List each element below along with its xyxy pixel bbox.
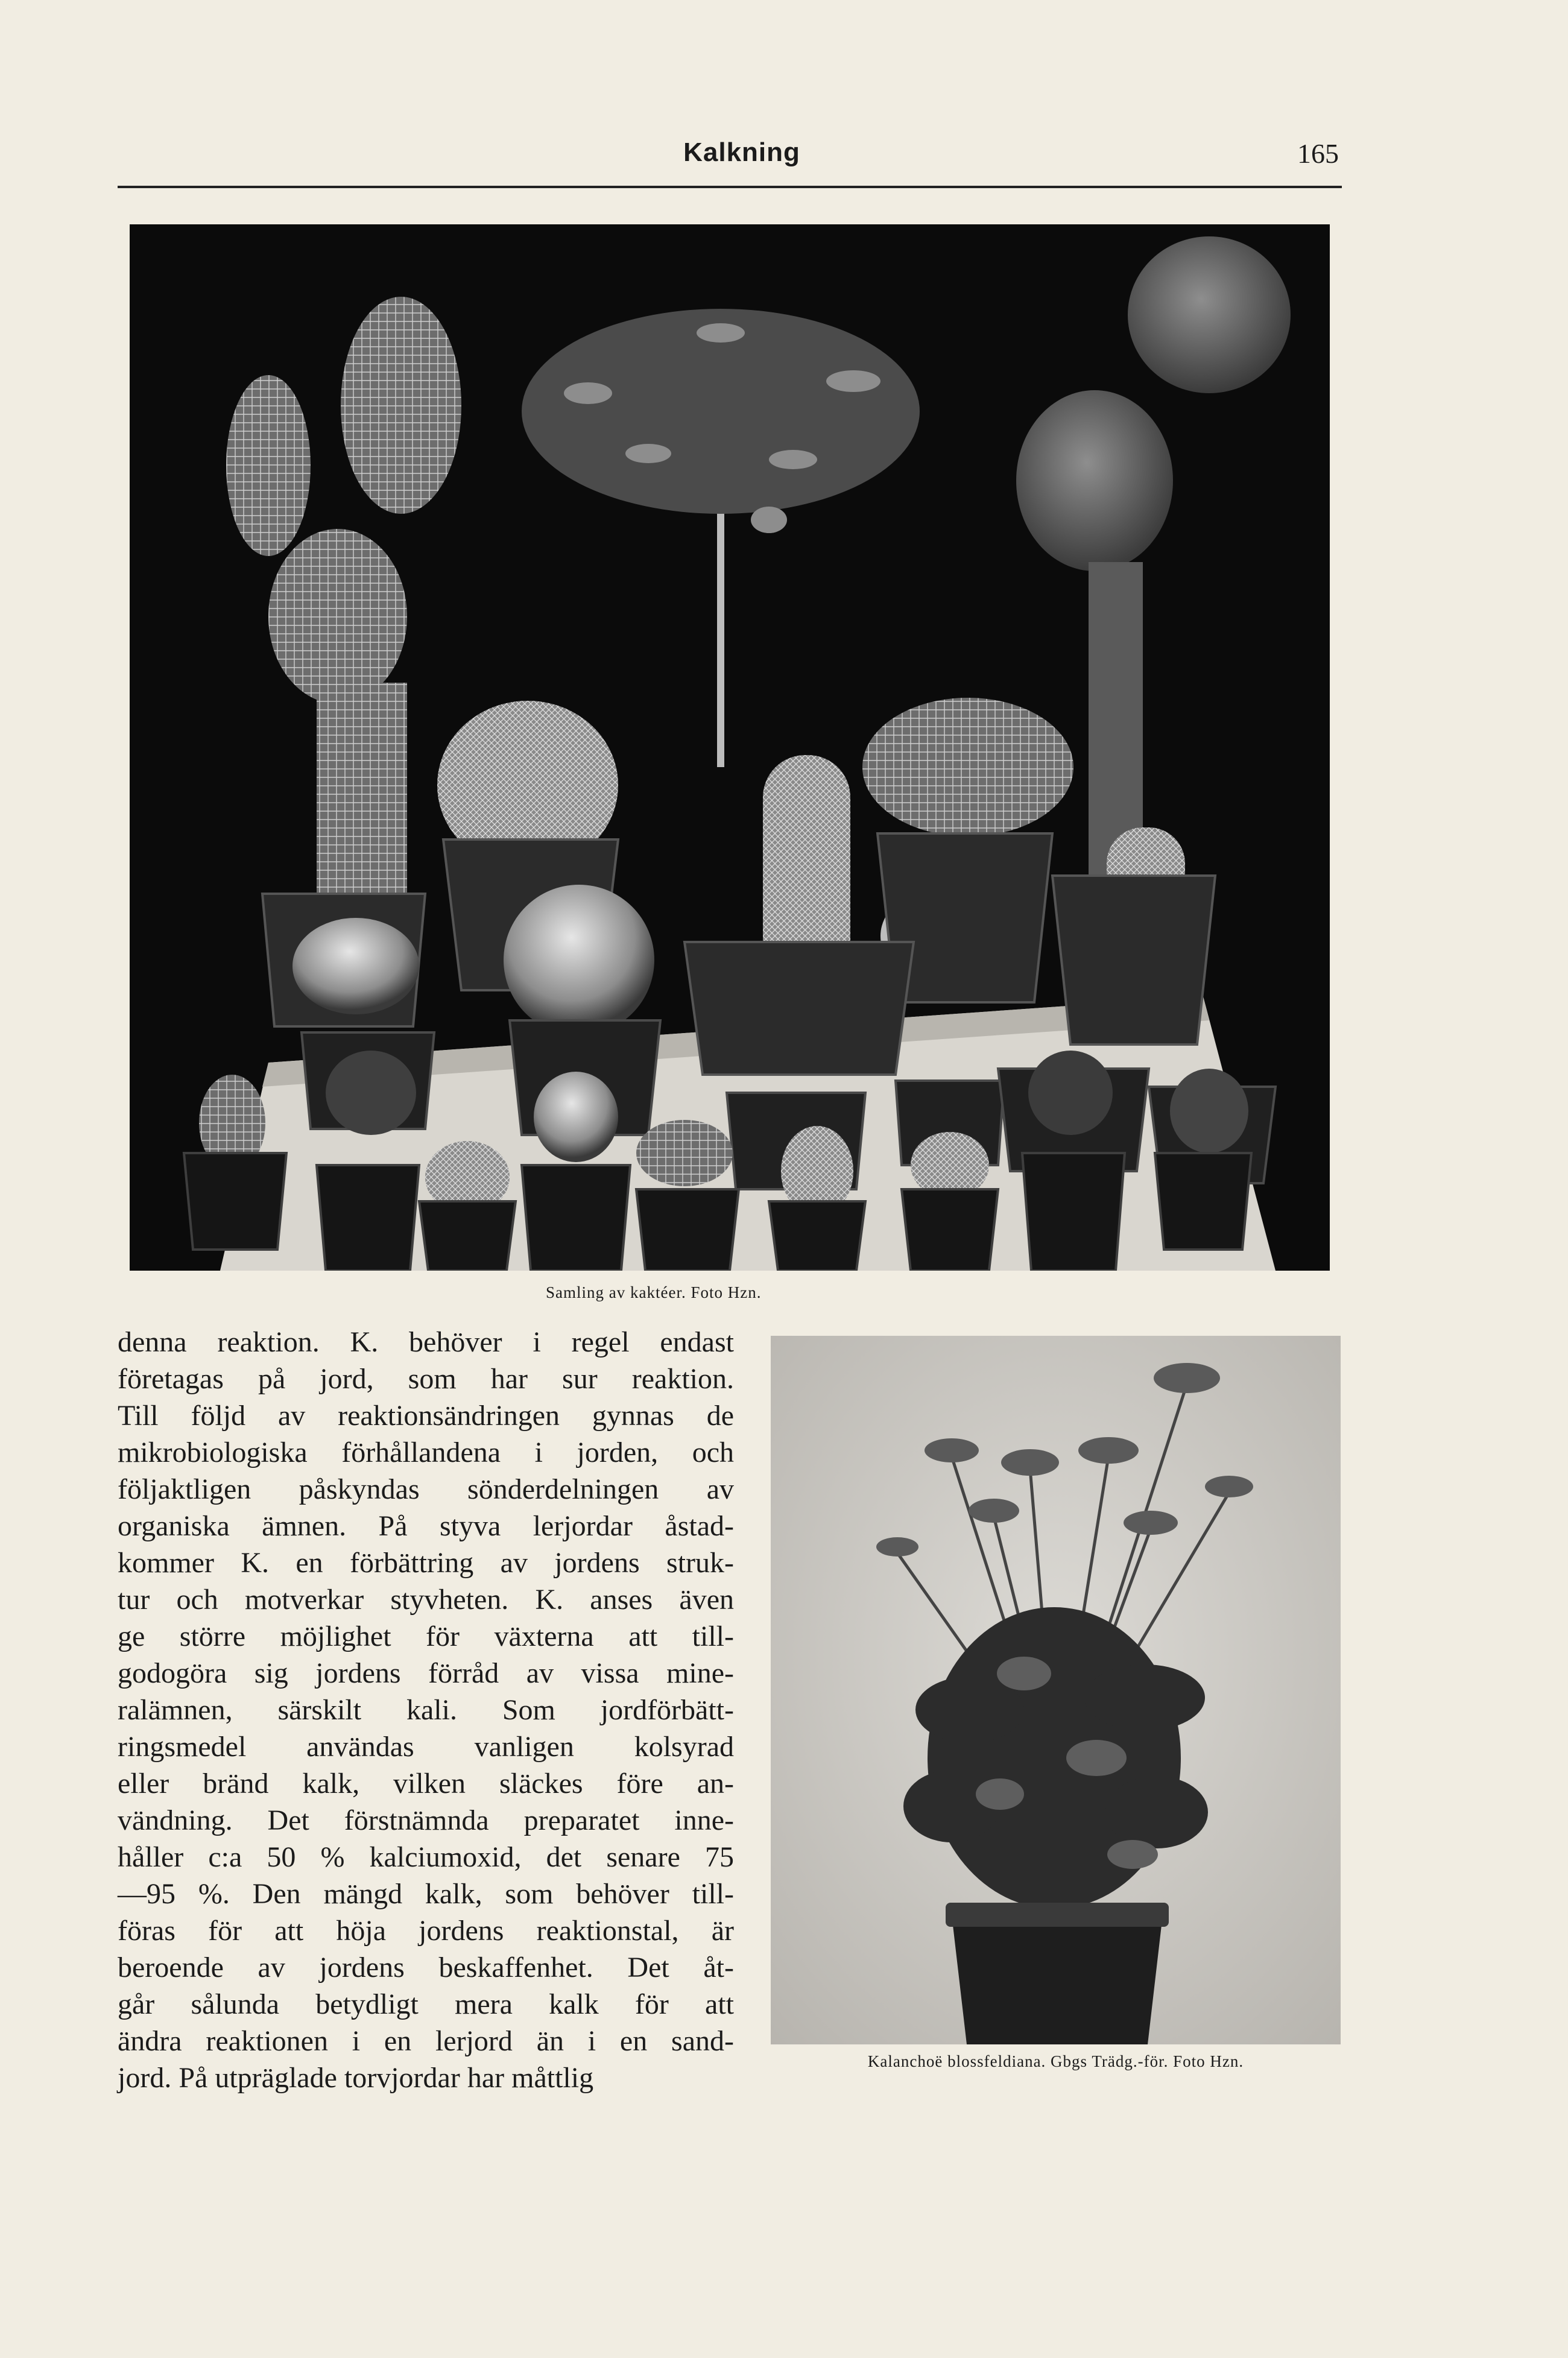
text-line: håller c:a 50 % kalciumoxid, det senare 75 (118, 1841, 734, 1873)
text-line: ralämnen, särskilt kali. Som jordförbätt- (118, 1694, 734, 1726)
text-line: —95 %. Den mängd kalk, som behöver till- (118, 1878, 734, 1910)
text-line: följaktligen påskyndas sönderdelningen av (118, 1473, 734, 1505)
kalanchoe-photo (771, 1336, 1341, 2044)
text-line: ge större möjlighet för växterna att till- (118, 1620, 734, 1652)
text-line: kommer K. en förbättring av jordens struk- (118, 1547, 734, 1579)
body-text-column (118, 1324, 734, 2096)
bottom-photo-caption: Kalanchoë blossfeldiana. Gbgs Trädg.-för. Foto Hzn. (867, 2052, 1244, 2070)
header-rule (118, 186, 1342, 188)
cactus-collection-photo (130, 224, 1330, 1271)
text-line: går sålunda betydligt mera kalk för att (118, 1988, 734, 2020)
text-line: tur och motverkar styvheten. K. anses även (118, 1584, 734, 1616)
text-line: godogöra sig jordens förråd av vissa mine- (118, 1657, 734, 1689)
text-line: jord. På utpräglade torvjordar har måttlig (118, 2062, 594, 2094)
text-line: organiska ämnen. På styva lerjordar åstad- (118, 1510, 734, 1542)
kalanchoe-illustration (771, 1336, 1341, 2044)
cactus-collection-illustration (130, 224, 1330, 1271)
running-header-title: Kalkning (683, 137, 800, 167)
text-line: ändra reaktionen i en lerjord än i en sand- (118, 2025, 734, 2057)
text-line: företagas på jord, som har sur reaktion. (118, 1363, 734, 1395)
text-line: denna reaktion. K. behöver i regel endast (118, 1326, 734, 1358)
page-number: 165 (1297, 138, 1339, 169)
text-line: vändning. Det förstnämnda preparatet inne- (118, 1804, 734, 1836)
text-line: föras för att höja jordens reaktionstal, är (118, 1915, 734, 1947)
top-photo-caption: Samling av kaktéer. Foto Hzn. (546, 1283, 762, 1301)
text-line: beroende av jordens beskaffenhet. Det åt- (118, 1952, 734, 1983)
text-line: mikrobiologiska förhållandena i jorden, och (118, 1437, 734, 1468)
text-line: Till följd av reaktionsändringen gynnas de (118, 1400, 734, 1432)
text-line: eller bränd kalk, vilken släckes före an- (118, 1768, 734, 1800)
text-line: ringsmedel användas vanligen kolsyrad (118, 1731, 734, 1763)
